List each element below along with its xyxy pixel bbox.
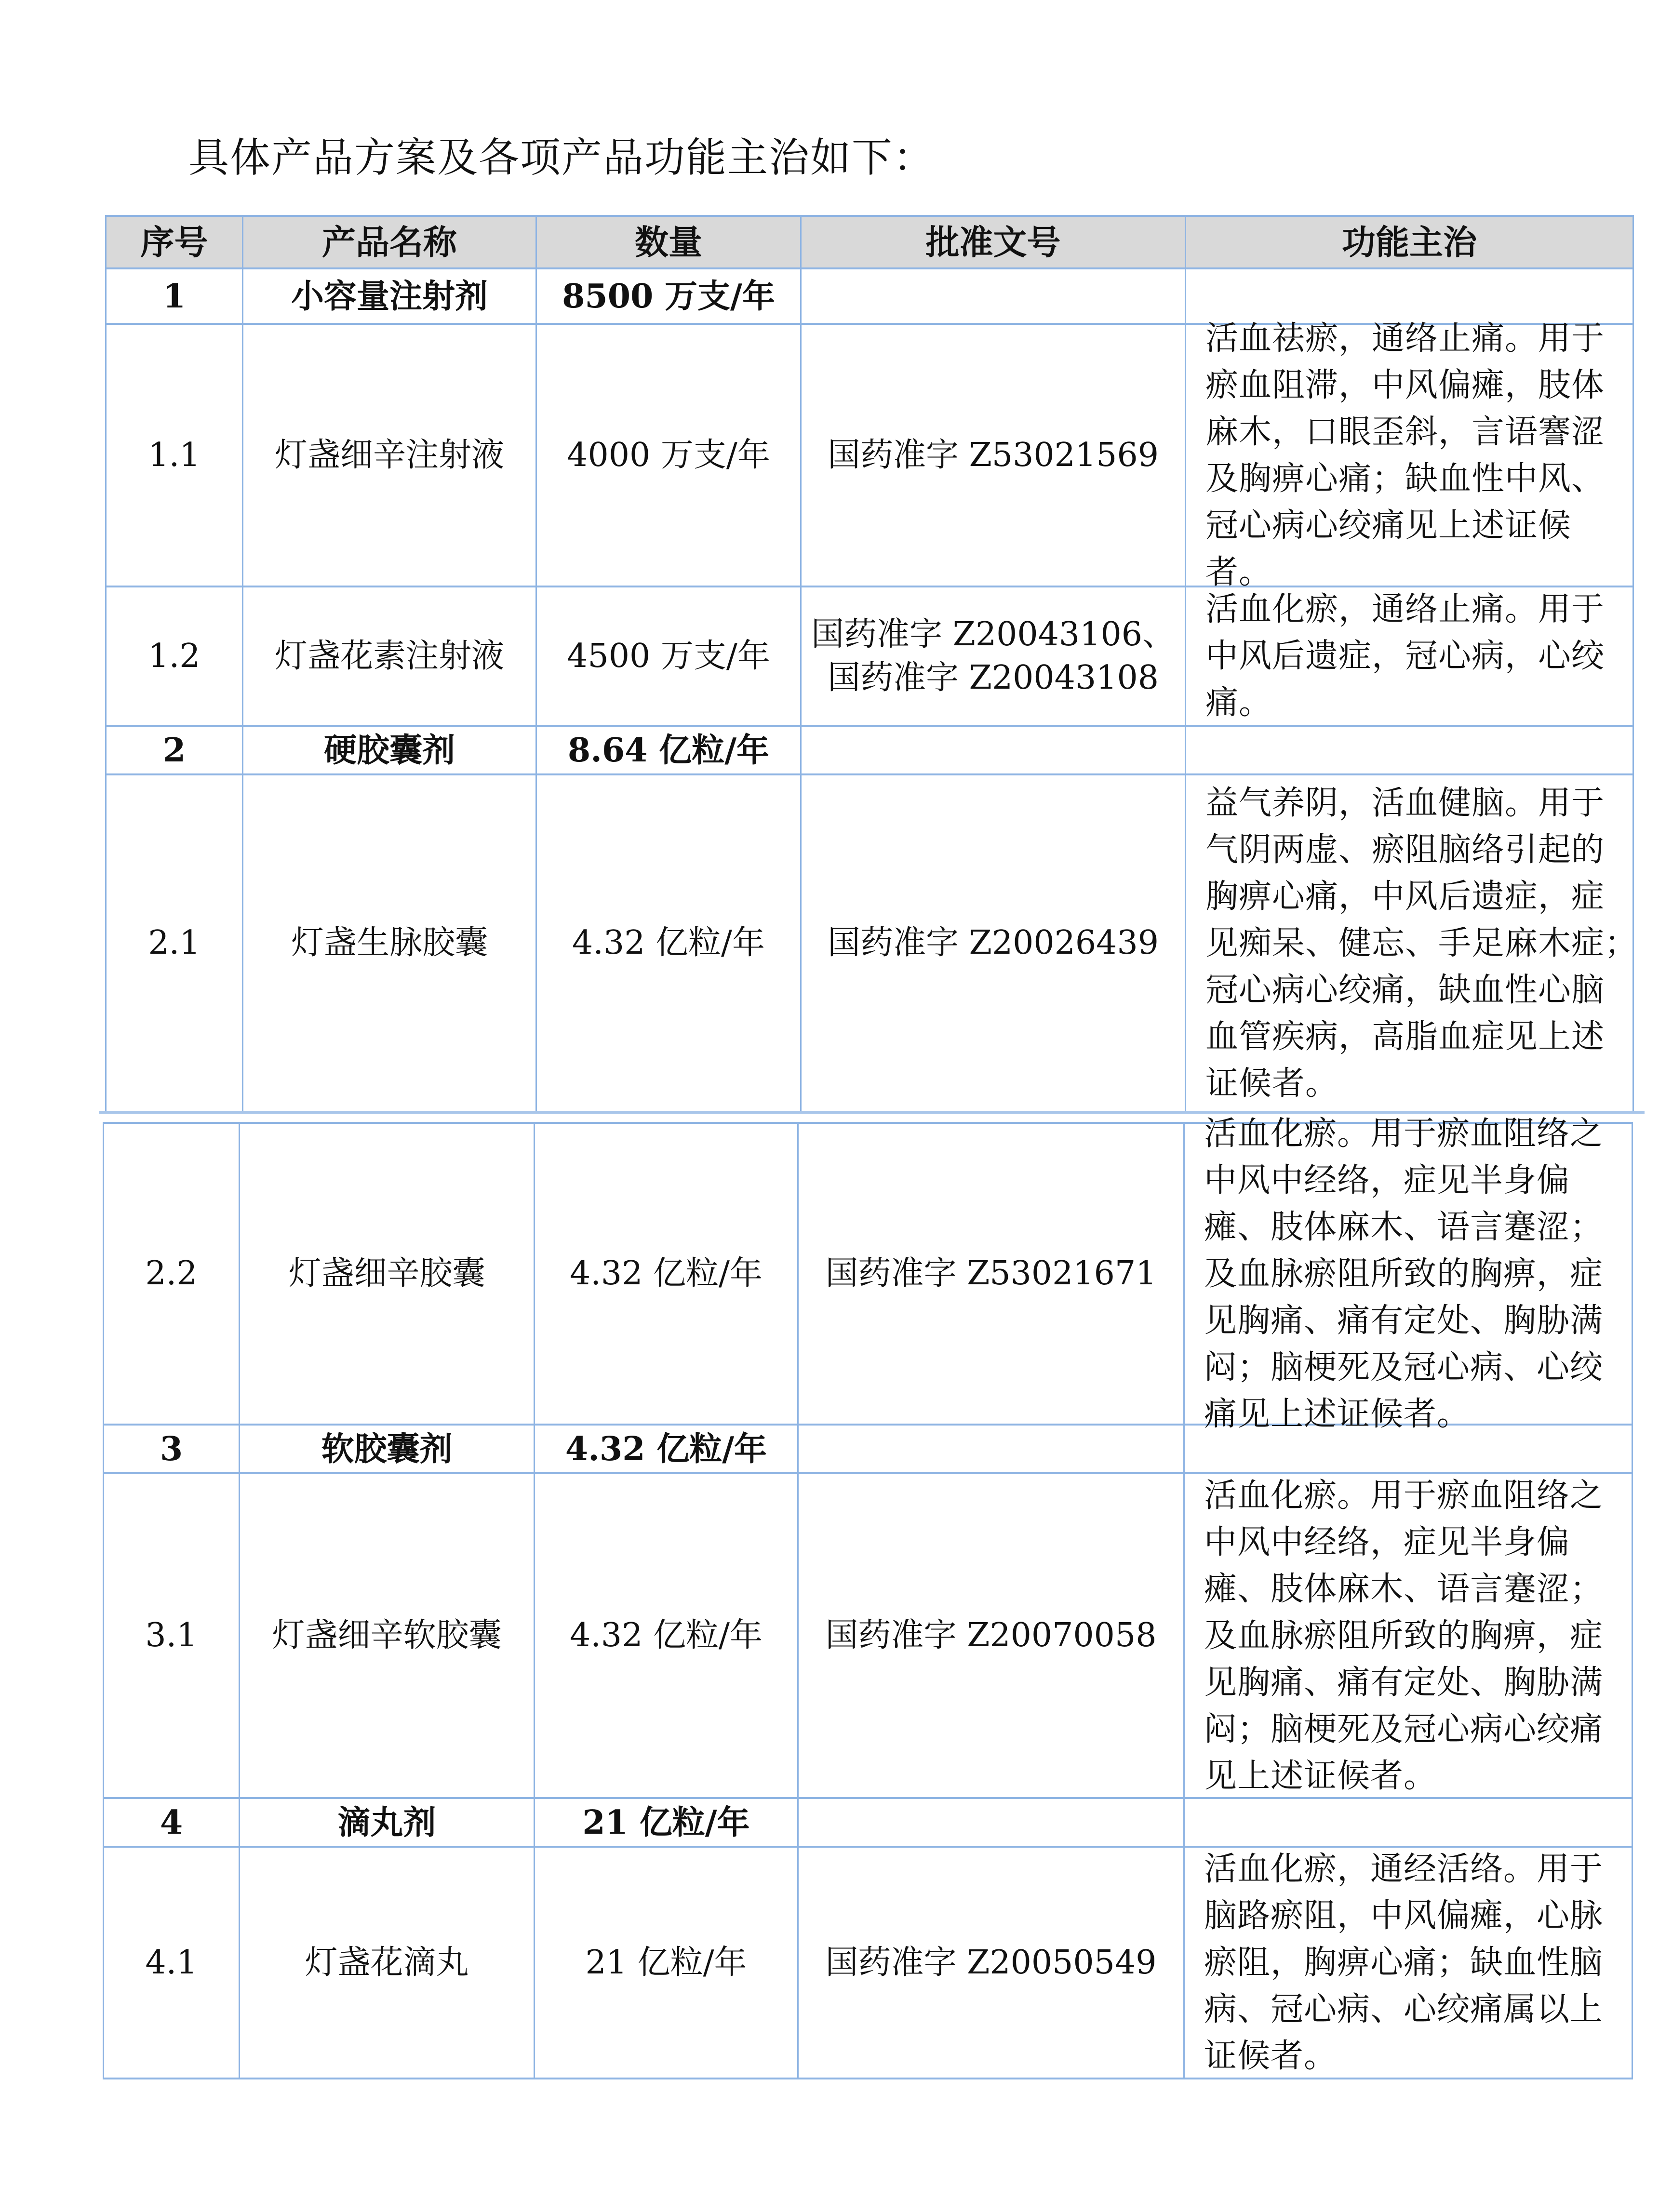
- seq-cell: 1.1: [105, 325, 243, 586]
- function-text-line: 脑路瘀阻，中风偏瘫，心脉: [1204, 1897, 1604, 1935]
- approval-number-cell: [802, 587, 1186, 725]
- approval-number: 国药准字 Z20050549: [825, 1943, 1157, 1982]
- approval-number-cell: [799, 1474, 1185, 1797]
- product-name-cell: 灯盏花滴丸: [240, 1848, 535, 2078]
- approval-number: 国药准字 Z20043108: [828, 658, 1159, 697]
- column-header: 产品名称: [243, 217, 537, 267]
- product-name-cell: 灯盏细辛注射液: [243, 325, 537, 586]
- function-text-line: 者。: [1205, 553, 1272, 591]
- function-text-line: 中风后遗症，冠心病，心绞: [1205, 637, 1605, 675]
- quantity-cell: 4500 万支/年: [537, 587, 802, 725]
- function-cell: [1186, 775, 1638, 1111]
- seq-cell: 4: [103, 1799, 240, 1846]
- quantity-cell: 4.32 亿粒/年: [537, 775, 802, 1111]
- quantity-cell: 4.32 亿粒/年: [535, 1474, 799, 1797]
- function-text-line: 证候者。: [1205, 1064, 1339, 1103]
- function-cell: [1185, 1426, 1633, 1472]
- table-row: [103, 1114, 1633, 1433]
- product-name-cell: 软胶囊剂: [240, 1426, 535, 1472]
- function-text-line: 中风中经络，症见半身偏: [1204, 1523, 1570, 1561]
- quantity-cell: 21 亿粒/年: [535, 1848, 799, 2078]
- product-table-part-1: [105, 215, 1638, 1113]
- approval-number-cell: [802, 727, 1186, 773]
- quantity-cell: 8.64 亿粒/年: [537, 727, 802, 773]
- function-text-line: 益气养阴，活血健脑。用于: [1205, 784, 1605, 822]
- function-text-line: 见痴呆、健忘、手足麻木症；: [1205, 924, 1638, 962]
- product-name-cell: 滴丸剂: [240, 1799, 535, 1846]
- seq-cell: 1.2: [105, 587, 243, 725]
- function-text-line: 及血脉瘀阻所致的胸痹，症: [1204, 1616, 1604, 1655]
- function-text-line: 瘫、肢体麻木、语言蹇涩；: [1204, 1208, 1604, 1246]
- function-text-line: 活血祛瘀，通络止痛。用于: [1205, 319, 1605, 358]
- function-text-line: 见胸痛、痛有定处、胸胁满: [1204, 1301, 1604, 1340]
- function-text-line: 冠心病心绞痛，缺血性心脑: [1205, 971, 1605, 1009]
- function-cell: [1186, 727, 1634, 773]
- quantity-cell: 4.32 亿粒/年: [535, 1124, 799, 1424]
- table-row: [105, 319, 1634, 591]
- function-text-line: 中风中经络，症见半身偏: [1204, 1161, 1570, 1199]
- function-text-line: 活血化瘀。用于瘀血阻络之: [1204, 1476, 1604, 1515]
- function-cell: [1185, 1848, 1633, 2078]
- approval-number-cell: [802, 269, 1186, 323]
- table-row: [103, 1474, 1633, 1799]
- approval-number: 国药准字 Z20026439: [828, 924, 1159, 962]
- product-name-cell: 灯盏花素注射液: [243, 587, 537, 725]
- function-text-line: 活血化瘀。用于瘀血阻络之: [1204, 1114, 1604, 1153]
- approval-number-cell: [799, 1124, 1185, 1424]
- seq-cell: 2.1: [105, 775, 243, 1111]
- function-text-line: 闷；脑梗死及冠心病、心绞: [1204, 1348, 1604, 1386]
- table-row: [105, 775, 1638, 1113]
- function-text-line: 血管疾病，高脂血症见上述: [1205, 1017, 1605, 1056]
- approval-number: 国药准字 Z20070058: [825, 1616, 1157, 1654]
- approval-number: 国药准字 Z53021671: [825, 1254, 1157, 1293]
- table-group-row: [105, 727, 1634, 775]
- approval-number: 国药准字 Z53021569: [828, 436, 1159, 474]
- approval-number-cell: [802, 775, 1186, 1111]
- function-text-line: 麻木，口眼歪斜，言语謇涩: [1205, 413, 1605, 451]
- column-header: 序号: [105, 217, 243, 267]
- table-row: [103, 1848, 1633, 2079]
- function-text-line: 见上述证候者。: [1204, 1757, 1437, 1795]
- quantity-cell: 8500 万支/年: [537, 269, 802, 323]
- column-header: 批准文号: [802, 217, 1186, 267]
- product-table-part-2: [103, 1114, 1633, 2079]
- function-text-line: 及血脉瘀阻所致的胸痹，症: [1204, 1254, 1604, 1293]
- seq-cell: 4.1: [103, 1848, 240, 2078]
- approval-number-cell: [799, 1799, 1185, 1846]
- function-text-line: 气阴两虚、瘀阻脑络引起的: [1205, 830, 1605, 869]
- function-cell: [1185, 1799, 1633, 1846]
- product-name-cell: 小容量注射剂: [243, 269, 537, 323]
- function-cell: [1186, 587, 1634, 725]
- seq-cell: 3: [103, 1426, 240, 1472]
- quantity-cell: 4.32 亿粒/年: [535, 1426, 799, 1472]
- function-text-line: 瘫、肢体麻木、语言蹇涩；: [1204, 1570, 1604, 1608]
- approval-number-cell: [799, 1848, 1185, 2078]
- function-text-line: 见胸痛、痛有定处、胸胁满: [1204, 1663, 1604, 1702]
- seq-cell: 2: [105, 727, 243, 773]
- function-text-line: 闷；脑梗死及冠心病心绞痛: [1204, 1710, 1604, 1748]
- function-text-line: 冠心病心绞痛见上述证候: [1205, 506, 1572, 545]
- approval-number: 国药准字 Z20043106、: [811, 615, 1175, 653]
- column-header: 数量: [537, 217, 802, 267]
- approval-number-cell: [802, 325, 1186, 586]
- intro-text: 具体产品方案及各项产品功能主治如下：: [188, 134, 935, 181]
- function-text-line: 瘀阻，胸痹心痛；缺血性脑: [1204, 1944, 1604, 1982]
- seq-cell: 1: [105, 269, 243, 323]
- column-header: 功能主治: [1186, 217, 1634, 267]
- table-group-row: [103, 1799, 1633, 1848]
- seq-cell: 2.2: [103, 1124, 240, 1424]
- function-text-line: 活血化瘀，通经活络。用于: [1204, 1850, 1604, 1888]
- product-name-cell: 硬胶囊剂: [243, 727, 537, 773]
- quantity-cell: 4000 万支/年: [537, 325, 802, 586]
- seq-cell: 3.1: [103, 1474, 240, 1797]
- approval-number-cell: [799, 1426, 1185, 1472]
- product-name-cell: 灯盏细辛胶囊: [240, 1124, 535, 1424]
- function-text-line: 病、冠心病、心绞痛属以上: [1204, 1990, 1604, 2028]
- table-row: [105, 587, 1634, 727]
- function-text-line: 痛。: [1205, 684, 1272, 722]
- function-text-line: 胸痹心痛，中风后遗症，症: [1205, 877, 1605, 916]
- function-text-line: 瘀血阻滞，中风偏瘫，肢体: [1205, 366, 1605, 404]
- function-text-line: 证候者。: [1204, 2037, 1338, 2075]
- function-text-line: 活血化瘀，通络止痛。用于: [1205, 590, 1605, 628]
- function-cell: [1185, 1474, 1633, 1797]
- quantity-cell: 21 亿粒/年: [535, 1799, 799, 1846]
- table-header-row: [105, 215, 1634, 269]
- function-text-line: 痛见上述证候者。: [1204, 1395, 1471, 1433]
- function-cell: [1185, 1114, 1633, 1433]
- function-text-line: 及胸痹心痛；缺血性中风、: [1205, 459, 1605, 498]
- function-cell: [1186, 319, 1634, 591]
- product-name-cell: 灯盏生脉胶囊: [243, 775, 537, 1111]
- product-name-cell: 灯盏细辛软胶囊: [240, 1474, 535, 1797]
- table-group-row: [103, 1426, 1633, 1474]
